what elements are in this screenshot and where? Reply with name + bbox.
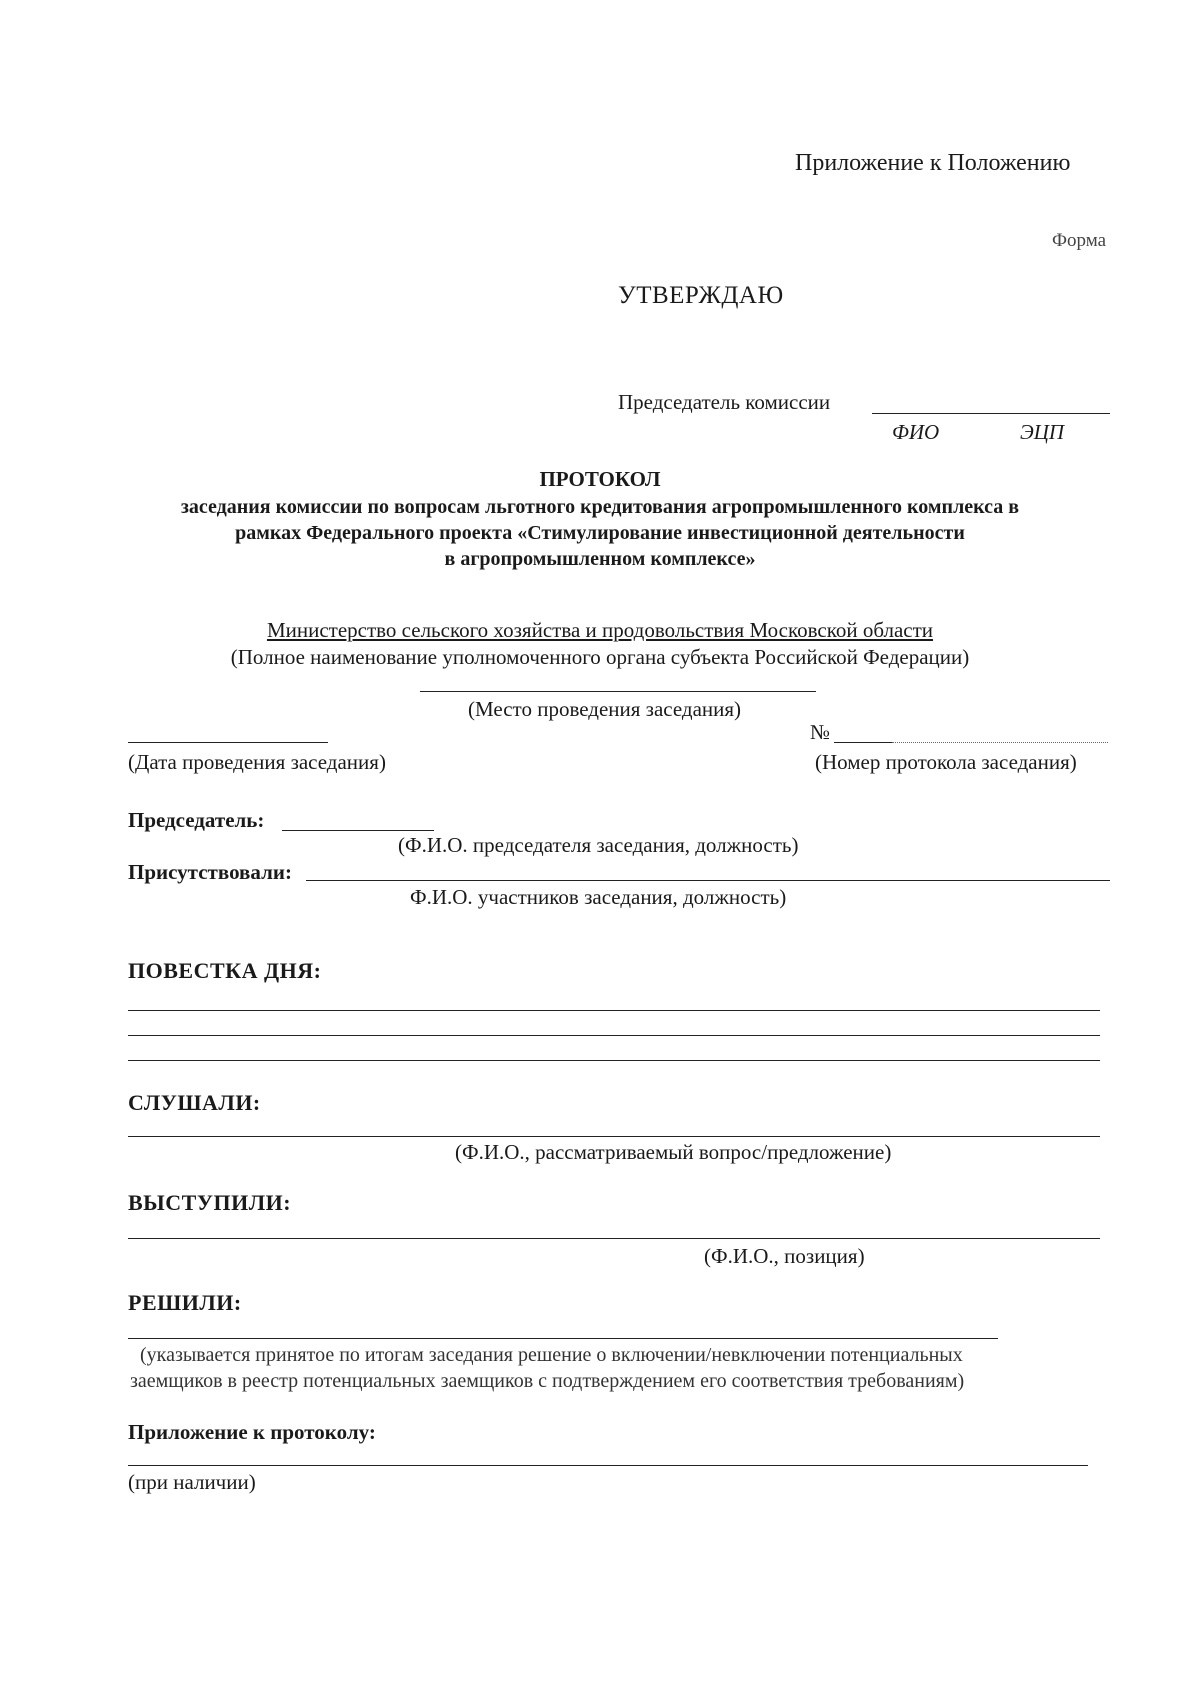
heard-caption: (Ф.И.О., рассматриваемый вопрос/предложение): [455, 1140, 892, 1164]
place-line: [420, 691, 816, 692]
number-sign: №: [810, 720, 831, 744]
spoke-heading: ВЫСТУПИЛИ:: [128, 1190, 292, 1215]
fio-caption: ФИО: [892, 420, 940, 444]
decided-caption-1: (указывается принятое по итогам заседания решение о включении/невключении потенциальных: [140, 1344, 963, 1366]
approval-title: УТВЕРЖДАЮ: [618, 282, 784, 309]
protocol-subtitle-line-1: заседания комиссии по вопросам льготного кредитования агропромышленного комплекса в: [180, 496, 1020, 518]
organ-name: Министерство сельского хозяйства и продовольствия Московской области: [266, 618, 934, 642]
number-line: [834, 742, 892, 743]
protocol-subtitle-line-3: в агропромышленном комплексе»: [444, 548, 756, 570]
protocol-subtitle-line-2: рамках Федерального проекта «Стимулирование инвестиционной деятельности: [235, 522, 965, 544]
form-label: Форма: [1052, 230, 1107, 251]
agenda-heading: ПОВЕСТКА ДНЯ:: [128, 958, 322, 983]
chair-label: Председатель:: [128, 808, 265, 832]
decided-caption-2: заемщиков в реестр потенциальных заемщиков с подтверждением его соответствия требованиям): [130, 1370, 965, 1392]
date-caption: (Дата проведения заседания): [128, 750, 386, 774]
agenda-line-3: [128, 1060, 1100, 1061]
appendix-label: Приложение к Положению: [795, 150, 1071, 176]
agenda-line-1: [128, 1010, 1100, 1011]
chairman-signature-line: [872, 413, 1110, 414]
present-line: [306, 880, 1110, 881]
present-label: Присутствовали:: [128, 860, 292, 884]
heard-line: [128, 1136, 1100, 1137]
attachment-caption: (при наличии): [128, 1470, 256, 1494]
number-caption: (Номер протокола заседания): [815, 750, 1077, 774]
date-line: [128, 742, 328, 743]
chair-caption: (Ф.И.О. председателя заседания, должность): [398, 833, 799, 857]
present-caption: Ф.И.О. участников заседания, должность): [410, 885, 787, 909]
agenda-line-2: [128, 1035, 1100, 1036]
organ-caption: (Полное наименование уполномоченного органа субъекта Российской Федерации): [230, 645, 970, 669]
decided-heading: РЕШИЛИ:: [128, 1290, 242, 1315]
ecp-caption: ЭЦП: [1020, 420, 1065, 444]
decided-line: [128, 1338, 998, 1339]
number-dotted-line: [892, 742, 1108, 743]
chair-line: [282, 830, 434, 831]
spoke-line: [128, 1238, 1100, 1239]
heard-heading: СЛУШАЛИ:: [128, 1090, 261, 1115]
attachment-line: [128, 1465, 1088, 1466]
spoke-caption: (Ф.И.О., позиция): [704, 1244, 865, 1268]
chairman-commission-label: Председатель комиссии: [618, 390, 831, 414]
attachment-heading: Приложение к протоколу:: [128, 1420, 376, 1444]
protocol-title: ПРОТОКОЛ: [539, 467, 661, 491]
place-caption: (Место проведения заседания): [468, 697, 742, 721]
